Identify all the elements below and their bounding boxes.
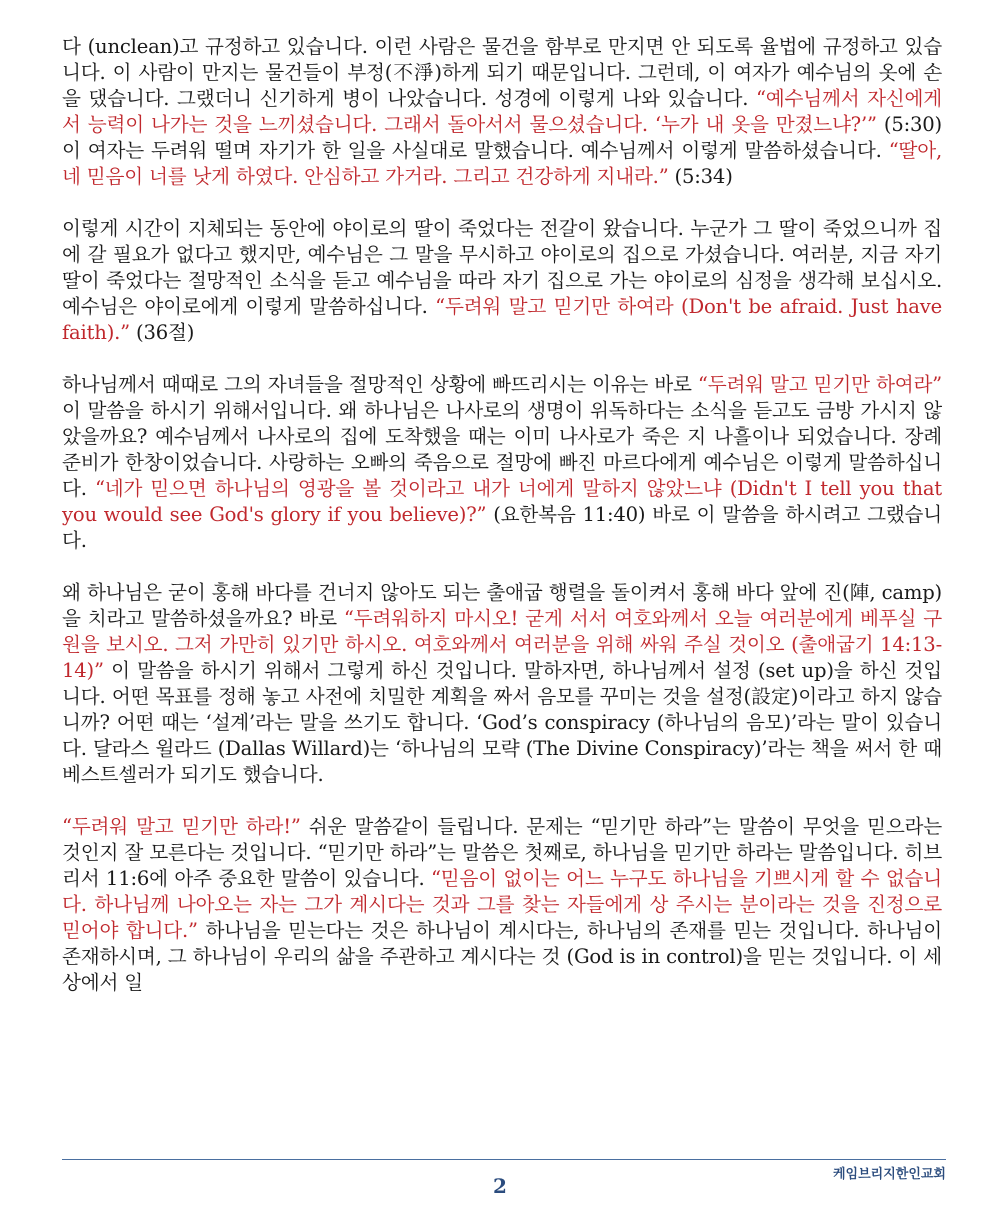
scripture-quote: “예수님께서 자신에게서 능력이 나가는 것을 느끼셨습니다. 그래서 돌아서서 물으셨습니다. ‘누가 내 옷을 만졌느냐?’” bbox=[62, 87, 942, 136]
document-body bbox=[62, 34, 942, 996]
text-segment: 왜 하나님은 굳이 홍해 바다를 건너지 않아도 되는 출애굽 행렬을 돌이켜서 홍해 바다 앞에 진(陣, camp)을 치라고 말씀하셨을까요? 바로 bbox=[62, 581, 942, 630]
text-segment: 하나님께서 때때로 그의 자녀들을 절망적인 상황에 빠뜨리시는 이유는 바로 bbox=[62, 373, 698, 396]
scripture-quote: “두려워 말고 믿기만 하여라” bbox=[697, 373, 942, 396]
paragraph-3 bbox=[62, 372, 942, 554]
text-segment: 다 (unclean)고 규정하고 있습니다. 이런 사람은 물건을 함부로 만지면 안 되도록 율법에 규정하고 있습니다. 이 사람이 만지는 물건들이 부정(不淨)하게 되기 때문입니다. 그런데, 이 여자가 예수님의 옷에 손을 댔습니다. 그랬더니 신기하게 병이 나았습니다. 성경에 이렇게 나와 있습니다. bbox=[62, 35, 942, 110]
text-segment: (요한복음 11:40) 바로 이 말씀을 하시려고 그랬습니다. bbox=[62, 503, 942, 552]
footer-church-name: 케임브리지한인교회 bbox=[832, 1167, 946, 1182]
scripture-quote: “믿음이 없이는 어느 누구도 하나님을 기쁘시게 할 수 없습니다. 하나님께 나아오는 자는 그가 계시다는 것과 그를 찾는 자들에게 상 주시는 분이라는 것을 진정으로 믿어야 합니다.” bbox=[62, 867, 942, 942]
text-segment: 이 말씀을 하시기 위해서 그렇게 하신 것입니다. 말하자면, 하나님께서 설정 (set up)을 하신 것입니다. 어떤 목표를 정해 놓고 사전에 치밀한 계획을 짜서 음모를 꾸미는 것을 설정(設定)이라고 하지 않습니까? 어떤 때는 ‘설계’라는 말을 쓰기도 합니다. ‘God’s conspiracy (하나님의 음모)’라는 말이 있습니다. 달라스 윌라드 (Dallas Willard)는 ‘하나님의 모략 (The Divine Conspiracy)’라는 책을 써서 한 때 베스트셀러가 되기도 했습니다. bbox=[62, 659, 942, 786]
scripture-quote: “두려워하지 마시오! 굳게 서서 여호와께서 오늘 여러분에게 베푸실 구원을 보시오. 그저 가만히 있기만 하시오. 여호와께서 여러분을 위해 싸워 주실 것이오 (출애굽기 14:13-14)” bbox=[62, 607, 942, 682]
text-segment: (5:34) bbox=[668, 165, 733, 188]
text-segment: 쉬운 말씀같이 들립니다. 문제는 “믿기만 하라”는 말씀이 무엇을 믿으라는 것인지 잘 모른다는 것입니다. “믿기만 하라”는 말씀은 첫째로, 하나님을 믿기만 하라는 말씀입니다. 히브리서 11:6에 아주 중요한 말씀이 있습니다. bbox=[62, 815, 942, 890]
text-segment: 이렇게 시간이 지체되는 동안에 야이로의 딸이 죽었다는 전갈이 왔습니다. 누군가 그 딸이 죽었으니까 집에 갈 필요가 없다고 했지만, 예수님은 그 말을 무시하고 야이로의 집으로 가셨습니다. 여러분, 지금 자기 딸이 죽었다는 절망적인 소식을 듣고 예수님을 따라 자기 집으로 가는 야이로의 심정을 생각해 보십시오. 예수님은 야이로에게 이렇게 말씀하십니다. bbox=[62, 217, 942, 318]
paragraph-1 bbox=[62, 34, 942, 190]
scripture-quote: “두려워 말고 믿기만 하라!” bbox=[62, 815, 301, 838]
paragraph-2 bbox=[62, 216, 942, 346]
scripture-quote: “네가 믿으면 하나님의 영광을 볼 것이라고 내가 너에게 말하지 않았느냐 (Didn't I tell you that you would see God's glory if you believe)?” bbox=[62, 477, 942, 526]
scripture-quote: “두려워 말고 믿기만 하여라 (Don't be afraid. Just have faith).” bbox=[62, 295, 942, 344]
paragraph-4 bbox=[62, 580, 942, 788]
page-number: 2 bbox=[493, 1174, 507, 1198]
scripture-quote: “딸아, 네 믿음이 너를 낫게 하였다. 안심하고 가거라. 그리고 건강하게 지내라.” bbox=[62, 139, 942, 188]
text-segment: 하나님을 믿는다는 것은 하나님이 계시다는, 하나님의 존재를 믿는 것입니다. 하나님이 존재하시며, 그 하나님이 우리의 삶을 주관하고 계시다는 것 (God is in control)을 믿는 것입니다. 이 세상에서 일 bbox=[62, 919, 942, 994]
paragraph-5 bbox=[62, 814, 942, 996]
text-segment: 이 말씀을 하시기 위해서입니다. 왜 하나님은 나사로의 생명이 위독하다는 소식을 듣고도 금방 가시지 않았을까요? 예수님께서 나사로의 집에 도착했을 때는 이미 나사로가 죽은 지 나흘이나 되었습니다. 장례 준비가 한창이었습니다. 사랑하는 오빠의 죽음으로 절망에 빠진 마르다에게 예수님은 이렇게 말씀하십니다. bbox=[62, 399, 942, 500]
text-segment: (36절) bbox=[129, 321, 195, 344]
text-segment: (5:30) 이 여자는 두려워 떨며 자기가 한 일을 사실대로 말했습니다. 예수님께서 이렇게 말씀하셨습니다. bbox=[62, 113, 942, 162]
footer-divider bbox=[62, 1159, 946, 1160]
